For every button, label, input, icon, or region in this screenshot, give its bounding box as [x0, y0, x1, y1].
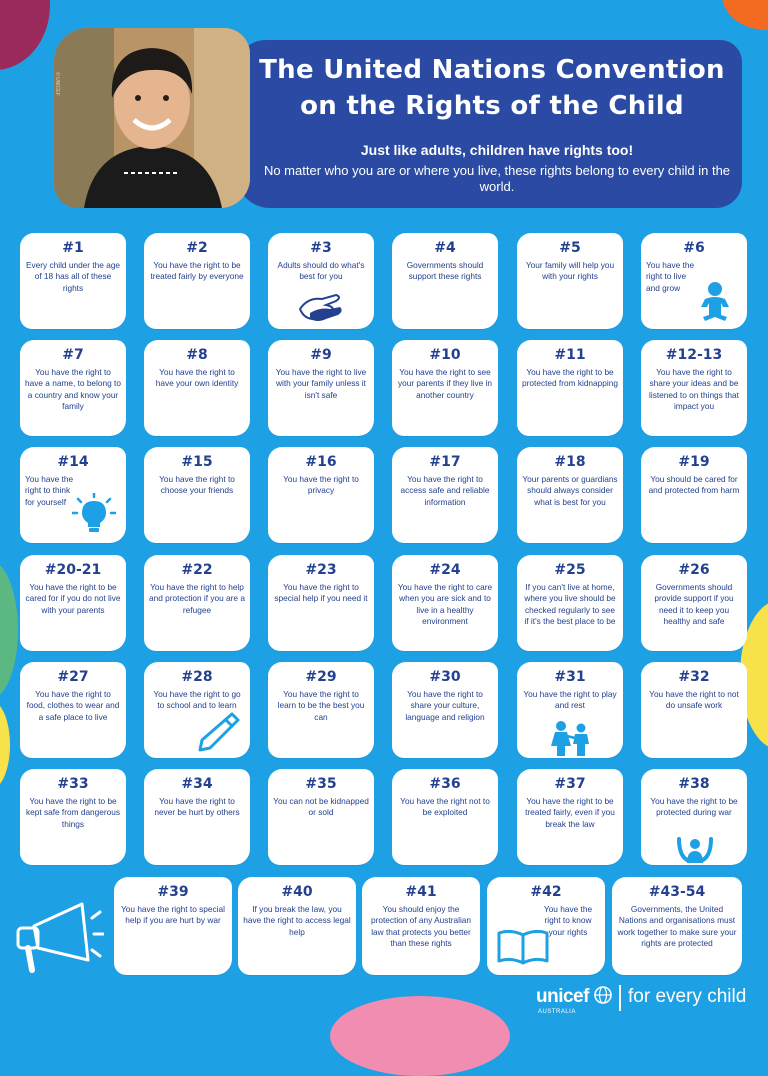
intro-text: No matter who you are or where you live, these rights belong to every child in the world. [263, 163, 731, 194]
card-text: Governments, the United Nations and organisations must work together to make sure your rights are protected [617, 904, 737, 949]
right-card-14 [20, 447, 126, 543]
card-number: #37 [554, 776, 586, 792]
right-card-36 [392, 769, 498, 865]
right-card-30 [392, 662, 498, 758]
card-text: Your parents or guardians should always consider what is best for you [522, 474, 618, 507]
right-card-33 [20, 769, 126, 865]
card-number: #4 [434, 240, 456, 256]
right-card-5 [517, 233, 623, 329]
right-card-28 [144, 662, 250, 758]
baby-icon [697, 281, 733, 321]
globe-icon [594, 986, 612, 1004]
card-text: You have the right to have a name, to belong to a country and know your family [25, 367, 121, 412]
page-title [252, 52, 732, 124]
card-number: #29 [305, 669, 337, 685]
card-text: You have the right to privacy [283, 474, 359, 496]
card-number: #12-13 [665, 347, 723, 363]
footer-divider [619, 985, 621, 1011]
card-number: #19 [678, 454, 710, 470]
pencil-icon [196, 710, 242, 754]
card-number: #2 [186, 240, 208, 256]
card-number: #39 [157, 884, 189, 900]
children-playing-icon [549, 720, 593, 756]
card-text: You have the right to special help if you are hurt by war [121, 904, 225, 926]
card-text: You have the right to access safe and reliable information [400, 474, 490, 507]
right-card-40 [238, 877, 356, 975]
right-card-38 [641, 769, 747, 865]
card-text: You have the right to be treated fairly, even if you break the law [525, 796, 615, 829]
card-text: You have the right to know your rights [543, 904, 593, 937]
right-card-8 [144, 340, 250, 436]
right-card-3 [268, 233, 374, 329]
card-number: #34 [181, 776, 213, 792]
right-card-1 [20, 233, 126, 329]
right-card-4 [392, 233, 498, 329]
card-number: #42 [530, 884, 562, 900]
right-card-23 [268, 555, 374, 651]
card-number: #10 [429, 347, 461, 363]
card-number: #43-54 [648, 884, 706, 900]
card-text: You have the right to be protected during war [650, 796, 738, 818]
card-number: #26 [678, 562, 710, 578]
right-card-24 [392, 555, 498, 651]
right-card-35 [268, 769, 374, 865]
right-card-27 [20, 662, 126, 758]
decorative-blob-left-yellow [0, 700, 10, 790]
right-card-31 [517, 662, 623, 758]
right-card-37 [517, 769, 623, 865]
card-number: #24 [429, 562, 461, 578]
helping-hands-icon [296, 289, 346, 325]
card-number: #35 [305, 776, 337, 792]
card-text: Governments should support these rights [406, 260, 484, 282]
right-card-42 [487, 877, 605, 975]
card-text: You have the right not to be exploited [400, 796, 490, 818]
card-text: You have the right to be kept safe from dangerous things [25, 796, 121, 829]
card-number: #20-21 [44, 562, 102, 578]
card-number: #5 [559, 240, 581, 256]
right-card-39 [114, 877, 232, 975]
card-text: Every child under the age of 18 has all of these rights [25, 260, 121, 293]
right-card-43-54 [612, 877, 742, 975]
card-text: You have the right to help and protection if you are a refugee [149, 582, 245, 615]
lightbulb-icon [72, 493, 116, 535]
child-photo [54, 28, 250, 208]
right-card-16 [268, 447, 374, 543]
card-number: #16 [305, 454, 337, 470]
card-number: #23 [305, 562, 337, 578]
open-book-icon [495, 927, 551, 967]
decorative-blob-left-green [0, 560, 18, 700]
title-line-1: The United Nations Convention [259, 55, 725, 85]
footer-tagline: for every child [628, 986, 747, 1007]
right-card-19 [641, 447, 747, 543]
right-card-17 [392, 447, 498, 543]
card-number: #14 [57, 454, 89, 470]
card-text: You have the right to choose your friends [159, 474, 235, 496]
card-text: You have the right to be cared for if you do not live with your parents [25, 582, 121, 615]
card-text: If you can't live at home, where you live should be checked regularly to see if it's the best place to be [524, 582, 616, 627]
right-card-25 [517, 555, 623, 651]
card-number: #22 [181, 562, 213, 578]
protected-person-icon [677, 835, 713, 863]
card-number: #6 [683, 240, 705, 256]
decorative-blob-top-left [0, 0, 50, 70]
decorative-blob-bottom-pink [330, 996, 510, 1076]
card-number: #27 [57, 669, 89, 685]
card-number: #3 [310, 240, 332, 256]
card-number: #41 [405, 884, 437, 900]
right-card-6 [641, 233, 747, 329]
card-text: If you break the law, you have the right to access legal help [243, 904, 351, 937]
card-text: You have the right to share your ideas and be listened to on things that impact you [649, 367, 739, 412]
card-number: #9 [310, 347, 332, 363]
card-text: You have the right to think for yourself [25, 474, 74, 507]
right-card-41 [362, 877, 480, 975]
card-number: #33 [57, 776, 89, 792]
right-card-2 [144, 233, 250, 329]
card-text: You should enjoy the protection of any Australian law that protects you better than these rights [370, 904, 472, 949]
card-number: #30 [429, 669, 461, 685]
card-text: You have the right to be treated fairly by everyone [150, 260, 244, 282]
card-number: #8 [186, 347, 208, 363]
subtitle: Just like adults, children have rights too! [360, 142, 634, 158]
card-text: You have the right to see your parents if they live in another country [397, 367, 493, 400]
smiling-child-illustration [54, 28, 250, 208]
card-number: #11 [554, 347, 586, 363]
megaphone-icon [4, 890, 104, 980]
card-text: Adults should do what's best for you [277, 260, 365, 282]
card-text: You should be cared for and protected from harm [648, 474, 740, 496]
card-number: #18 [554, 454, 586, 470]
footer-country: AUSTRALIA [538, 1009, 576, 1015]
card-number: #31 [554, 669, 586, 685]
right-card-7 [20, 340, 126, 436]
right-card-20-21 [20, 555, 126, 651]
right-card-9 [268, 340, 374, 436]
card-number: #32 [678, 669, 710, 685]
card-number: #15 [181, 454, 213, 470]
unicef-logo [536, 986, 612, 1008]
photo-credit: © UNICEF [54, 72, 60, 96]
card-text: You have the right to be protected from kidnapping [522, 367, 618, 389]
card-text: You can not be kidnapped or sold [273, 796, 369, 818]
card-number: #25 [554, 562, 586, 578]
card-text: You have the right to special help if you need it [274, 582, 368, 604]
card-text: You have the right to live with your family unless it isn't safe [275, 367, 367, 400]
right-card-22 [144, 555, 250, 651]
card-number: #7 [62, 347, 84, 363]
decorative-blob-top-right [722, 0, 768, 30]
card-text: You have the right to share your culture, language and religion [405, 689, 485, 722]
card-text: Governments should provide support if you need it to keep you healthy and safe [654, 582, 734, 627]
card-text: You have the right to play and rest [523, 689, 617, 711]
title-line-2: on the Rights of the Child [300, 91, 684, 121]
right-card-18 [517, 447, 623, 543]
card-text: You have the right to learn to be the best you can [277, 689, 365, 722]
card-text: Your family will help you with your rights [525, 260, 615, 282]
right-card-32 [641, 662, 747, 758]
card-number: #36 [429, 776, 461, 792]
card-number: #38 [678, 776, 710, 792]
card-number: #17 [429, 454, 461, 470]
card-text: You have the right to go to school and to learn [153, 689, 241, 711]
right-card-34 [144, 769, 250, 865]
right-card-15 [144, 447, 250, 543]
card-text: You have the right to never be hurt by others [154, 796, 240, 818]
card-number: #1 [62, 240, 84, 256]
right-card-29 [268, 662, 374, 758]
unicef-wordmark: unicef [536, 986, 589, 1007]
right-card-10 [392, 340, 498, 436]
card-number: #28 [181, 669, 213, 685]
card-number: #40 [281, 884, 313, 900]
card-text: You have the right to food, clothes to wear and a safe place to live [26, 689, 120, 722]
right-card-12-13 [641, 340, 747, 436]
right-card-26 [641, 555, 747, 651]
card-text: You have the right to have your own identity [155, 367, 239, 389]
card-text: You have the right to live and grow [646, 260, 695, 293]
card-text: You have the right to not do unsafe work [649, 689, 739, 711]
right-card-11 [517, 340, 623, 436]
card-text: You have the right to care when you are sick and to live in a healthy environment [397, 582, 493, 627]
